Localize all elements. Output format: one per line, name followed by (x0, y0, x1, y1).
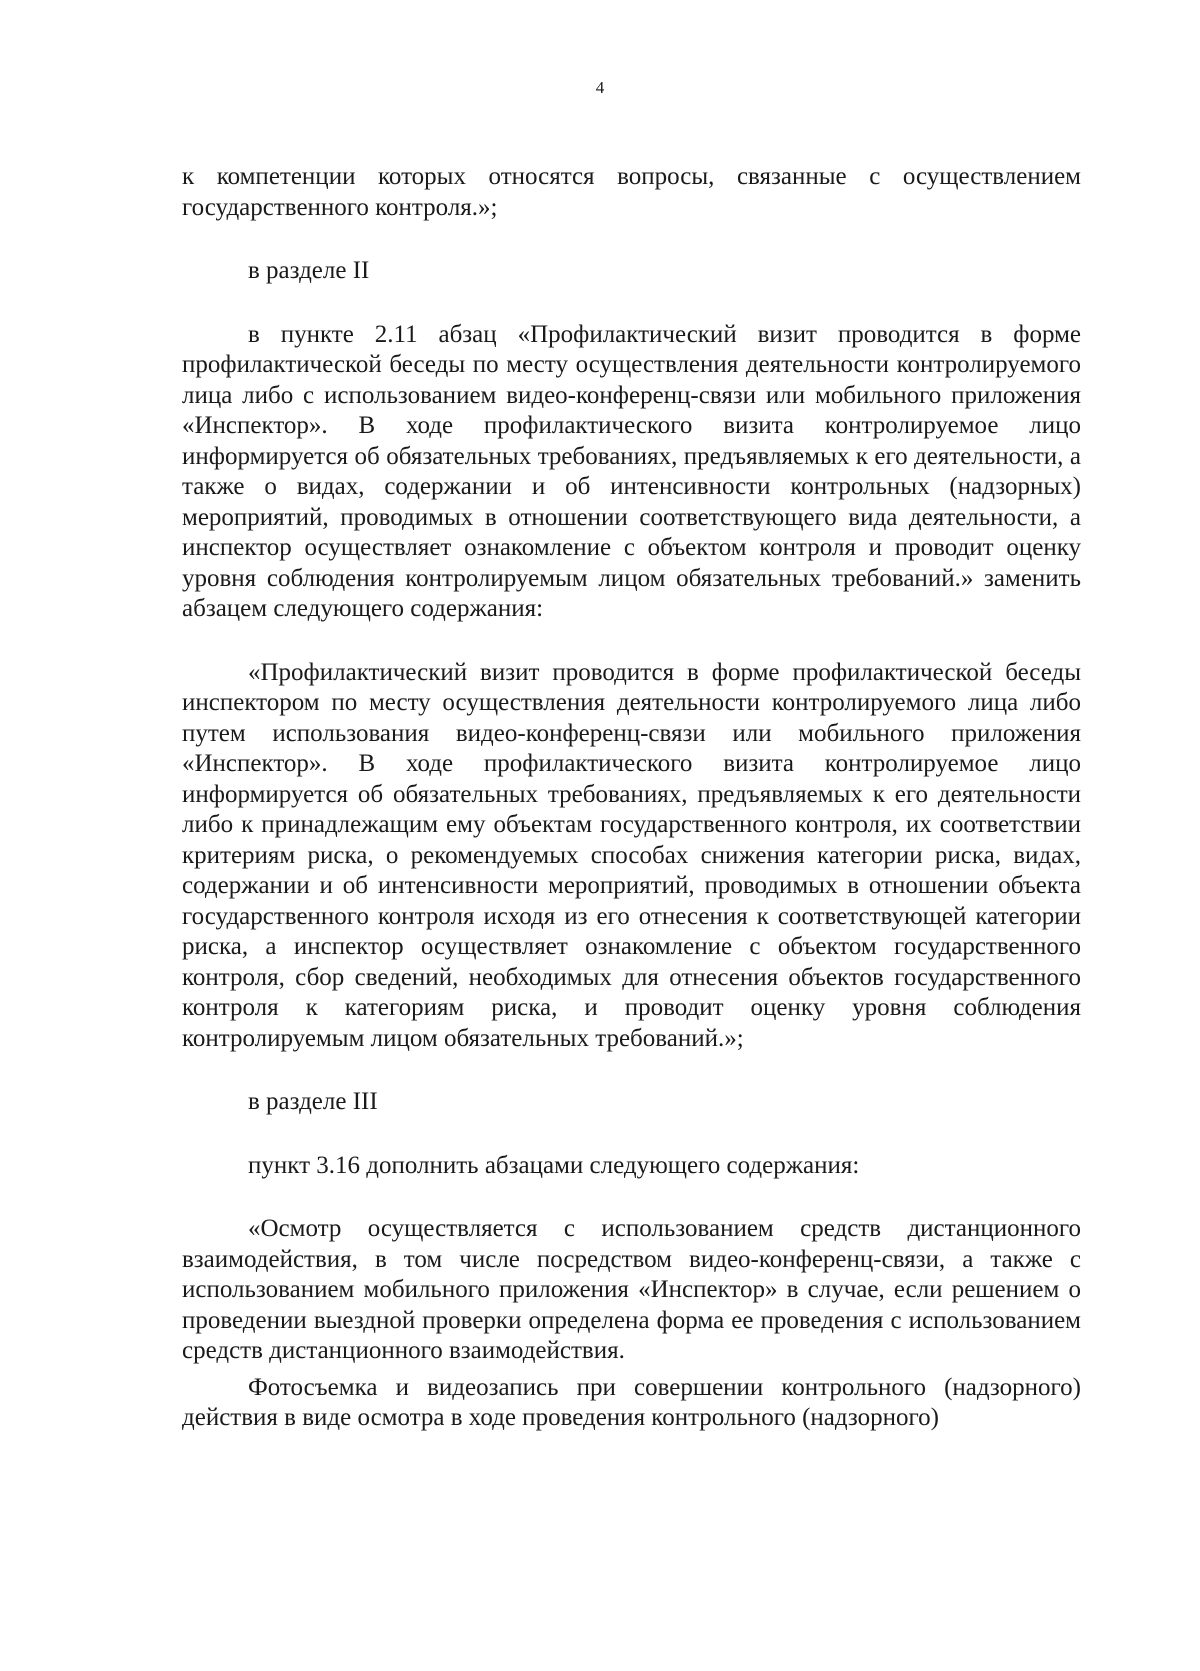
paragraph-new-text: «Профилактический визит проводится в форме профилактической беседы инспектором по месту осуществления деятельности контролируемого лица либо путем использования видео-конференц-связи или мобильного приложения «Инспектор». В ходе профилактического визита контролируемое лицо информируется об обязательных требованиях, предъявляемых к его деятельности либо к принадлежащим ему объектам государственного контроля, их соответствии критериям риска, о рекомендуемых способах снижения категории риска, видах, содержании и об интенсивности мероприятий, проводимых в отношении объекта государственного контроля исходя из его отнесения к соответствующей категории риска, а инспектор осуществляет ознакомление с объектом государственного контроля, сбор сведений, необходимых для отнесения объектов государственного контроля к категориям риска, и проводит оценку уровня соблюдения контролируемым лицом обязательных требований.»; (182, 658, 1081, 1052)
paragraph-photo-video: Фотосъемка и видеозапись при совершении контрольного (надзорного) действия в виде осмотра в ходе проведения контрольного (надзорного) (182, 1373, 1081, 1431)
paragraph-continuation: к компетенции которых относятся вопросы, связанные с осуществлением государственного контроля.»; (182, 163, 1081, 221)
paragraph-amendment-3-16: пункт 3.16 дополнить абзацами следующего содержания: (248, 1151, 860, 1179)
paragraph-amendment-2-11: в пункте 2.11 абзац «Профилактический визит проводится в форме профилактической беседы по месту осуществления деятельности контролируемого лица либо с использованием видео-конференц-связи или мобильного приложения «Инспектор». В ходе профилактического визита контролируемое лицо информируется об обязательных требованиях, предъявляемых к его деятельности, а также о видах, содержании и об интенсивности контрольных (надзорных) мероприятий, проводимых в отношении соответствующего вида деятельности, а инспектор осуществляет ознакомление с объектом контроля и проводит оценку уровня соблюдения контролируемым лицом обязательных требований.» заменить абзацем следующего содержания: (182, 320, 1081, 622)
section-heading-ii: в разделе II (248, 257, 370, 284)
section-heading-iii: в разделе III (248, 1088, 378, 1115)
paragraph-inspection: «Осмотр осуществляется с использованием средств дистанционного взаимодействия, в том числе посредством видео-конференц-связи, а также с использованием мобильного приложения «Инспектор» в случае, если решением о проведении выездной проверки определена форма ее проведения с использованием средств дистанционного взаимодействия. (182, 1215, 1081, 1364)
document-body (182, 162, 1081, 1434)
page-number: 4 (595, 78, 605, 97)
